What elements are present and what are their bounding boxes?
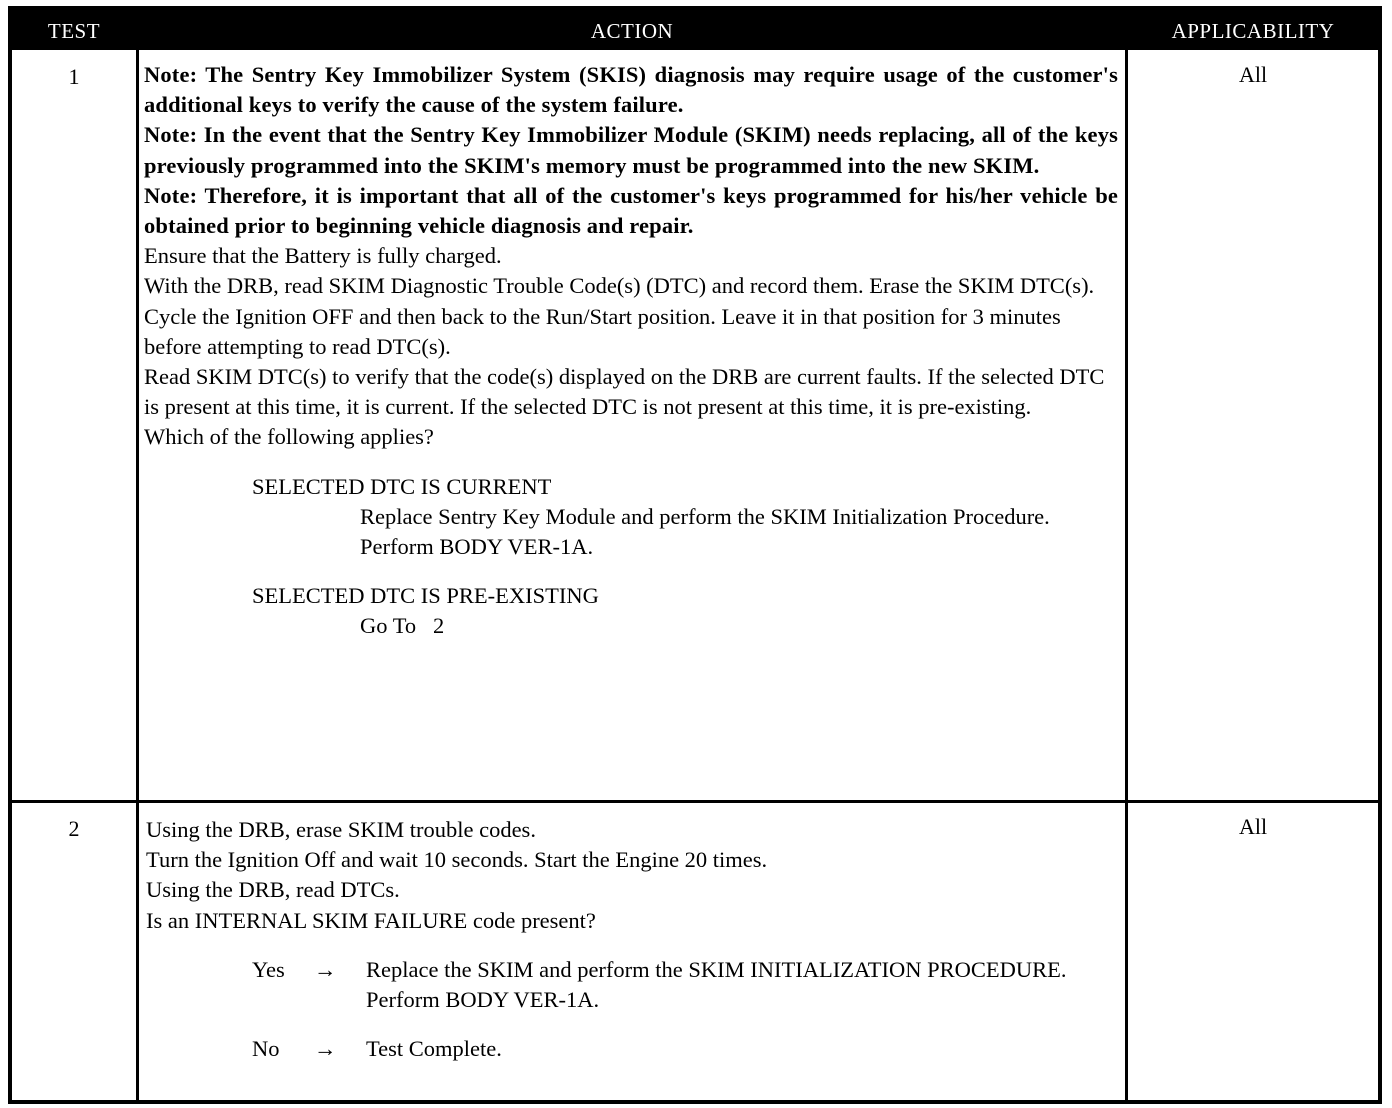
arrow-icon: → [314,1036,337,1062]
column-divider-test [136,50,139,1104]
outcome-current-action-replace: Replace Sentry Key Module and perform the SKIM Initialization Procedure. [360,503,1050,529]
outcome-current-action-verify: Perform BODY VER-1A. [360,534,594,560]
outcome-preexisting-label: SELECTED DTC IS PRE-EXISTING [252,583,599,609]
applicability-2: All [1238,814,1268,839]
action-cell-2 [144,815,1118,1064]
step-ignition-off: Turn the Ignition Off and wait 10 seconds. Start the Engine 20 times. [146,847,768,873]
test-number-1: 1 [68,64,80,89]
arrow-icon: → [314,956,337,982]
option-no [144,1034,1118,1064]
step-erase-codes: Using the DRB, erase SKIM trouble codes. [146,817,536,842]
header-action: ACTION [590,19,674,43]
step-read-erase-dtc: With the DRB, read SKIM Diagnostic Trouble Code(s) (DTC) and record them. Erase the SKIM DTC(s). Cycle the Ignition OFF and then back to the Run/Start position. Leave it in that position for 3 minutes before attempting to read DTC(s). [144,273,1095,359]
outcome-preexisting-goto: Go To 2 [360,613,445,639]
option-no-result: Test Complete. [366,1036,502,1062]
step-read-dtcs: Using the DRB, read DTCs. [146,877,400,903]
note-skis-keys: Note: The Sentry Key Immobilizer System (SKIS) diagnosis may require usage of the customer's additional keys to verify the cause of the system failure. [144,62,1118,118]
option-yes-label: Yes [252,956,285,982]
note-obtain-keys: Note: Therefore, it is important that all of the customer's keys programmed for his/her vehicle be obtained prior to beginning vehicle diagnosis and repair. [144,182,1118,239]
table-header [12,10,1378,50]
step-internal-failure-question: Is an INTERNAL SKIM FAILURE code present? [146,907,596,933]
outcome-current-label: SELECTED DTC IS CURRENT [252,473,552,499]
applicability-1: All [1238,62,1268,87]
option-no-label: No [252,1036,280,1062]
header-test: TEST [47,19,101,43]
row-divider [12,800,1378,803]
test-number-2: 2 [68,816,80,841]
option-yes-verify: Perform BODY VER-1A. [366,987,600,1013]
note-skim-replacement: Note: In the event that the Sentry Key Immobilizer Module (SKIM) needs replacing, all of the keys previously programmed into the SKIM's memory must be programmed into the new SKIM. [144,122,1118,178]
header-applicability: APPLICABILITY [1171,19,1335,43]
column-divider-applicability [1125,50,1128,1104]
option-yes [144,955,1118,1015]
step-question: Which of the following applies? [144,424,434,450]
option-yes-result: Replace the SKIM and perform the SKIM INITIALIZATION PROCEDURE. Perform BODY VER-1A. [366,956,1067,1013]
action-cell-1 [144,60,1118,642]
diagnostic-test-table [8,6,1382,1104]
step-battery: Ensure that the Battery is fully charged. [144,243,502,269]
step-verify-dtc: Read SKIM DTC(s) to verify that the code(s) displayed on the DRB are current faults. If the selected DTC is present at this time, it is current. If the selected DTC is not present at this time, it is pre-existing. [144,364,1105,420]
